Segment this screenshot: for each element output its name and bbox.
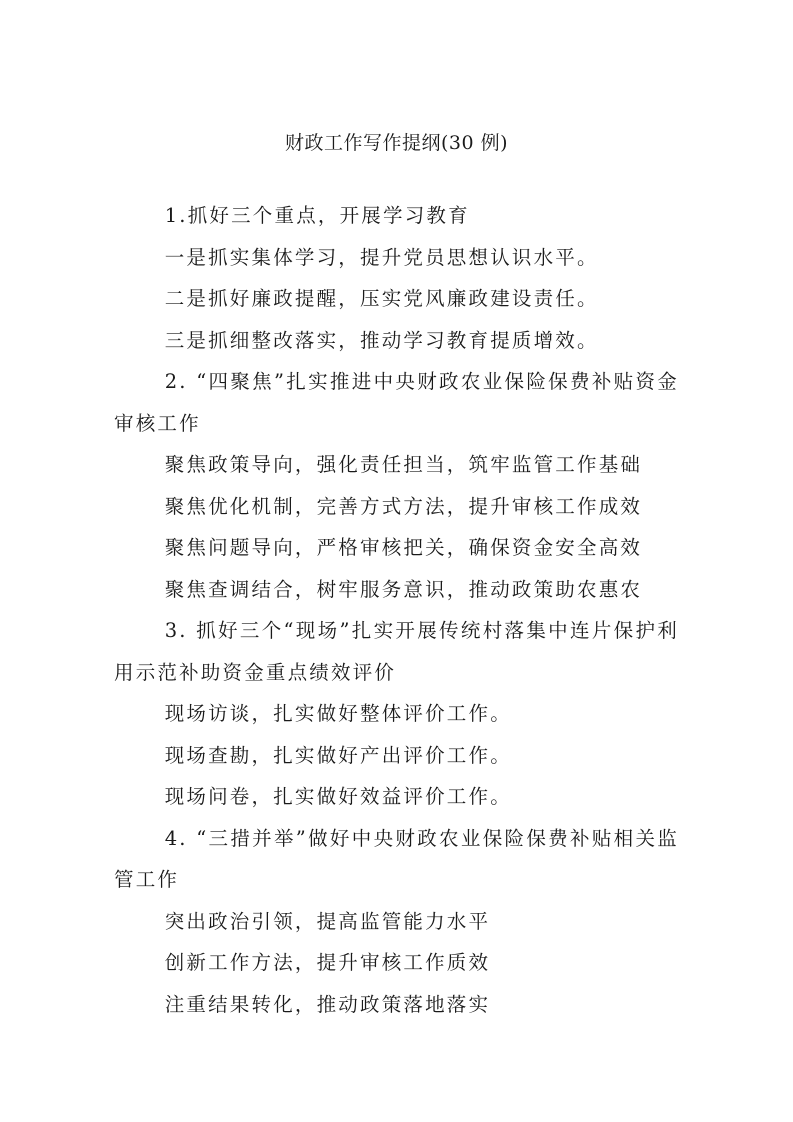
paragraph-item: 三是抓细整改落实，推动学习教育提质增效。 bbox=[164, 328, 599, 352]
paragraph-item: 聚焦政策导向，强化责任担当，筑牢监管工作基础 bbox=[164, 453, 643, 476]
paragraph-heading-2: 2. “四聚焦”扎实推进中央财政农业保险保费补贴资金审核工作 bbox=[114, 370, 679, 435]
paragraph-item: 注重结果转化，推动政策落地落实 bbox=[164, 992, 491, 1016]
paragraph-item: 聚焦问题导向，严格审核把关，确保资金安全高效 bbox=[164, 536, 643, 559]
paragraph-item: 现场访谈，扎实做好整体评价工作。 bbox=[164, 702, 512, 725]
paragraph-heading-4: 4. “三措并举”做好中央财政农业保险保费补贴相关监管工作 bbox=[114, 826, 679, 891]
paragraph-item: 现场查勘，扎实做好产出评价工作。 bbox=[164, 743, 512, 767]
paragraph-item: 创新工作方法，提升审核工作质效 bbox=[164, 951, 491, 974]
paragraph-item: 二是抓好廉政提醒，压实党风廉政建设责任。 bbox=[164, 287, 599, 310]
paragraph-heading-3: 3. 抓好三个“现场”扎实开展传统村落集中连片保护利用示范补助资金重点绩效评价 bbox=[114, 619, 679, 684]
paragraph-item: 突出政治引领，提高监管能力水平 bbox=[164, 909, 491, 933]
document-title: 财政工作写作提纲(30 例) bbox=[284, 132, 509, 154]
document-body bbox=[114, 195, 679, 1025]
paragraph-item: 聚焦查调结合，树牢服务意识，推动政策助农惠农 bbox=[164, 577, 643, 601]
paragraph-item: 一是抓实集体学习，提升党员思想认识水平。 bbox=[164, 245, 599, 269]
paragraph-heading-1: 1.抓好三个重点，开展学习教育 bbox=[164, 204, 470, 227]
paragraph-item: 聚焦优化机制，完善方式方法，提升审核工作成效 bbox=[164, 494, 643, 518]
paragraph-item: 现场问卷，扎实做好效益评价工作。 bbox=[164, 785, 512, 808]
